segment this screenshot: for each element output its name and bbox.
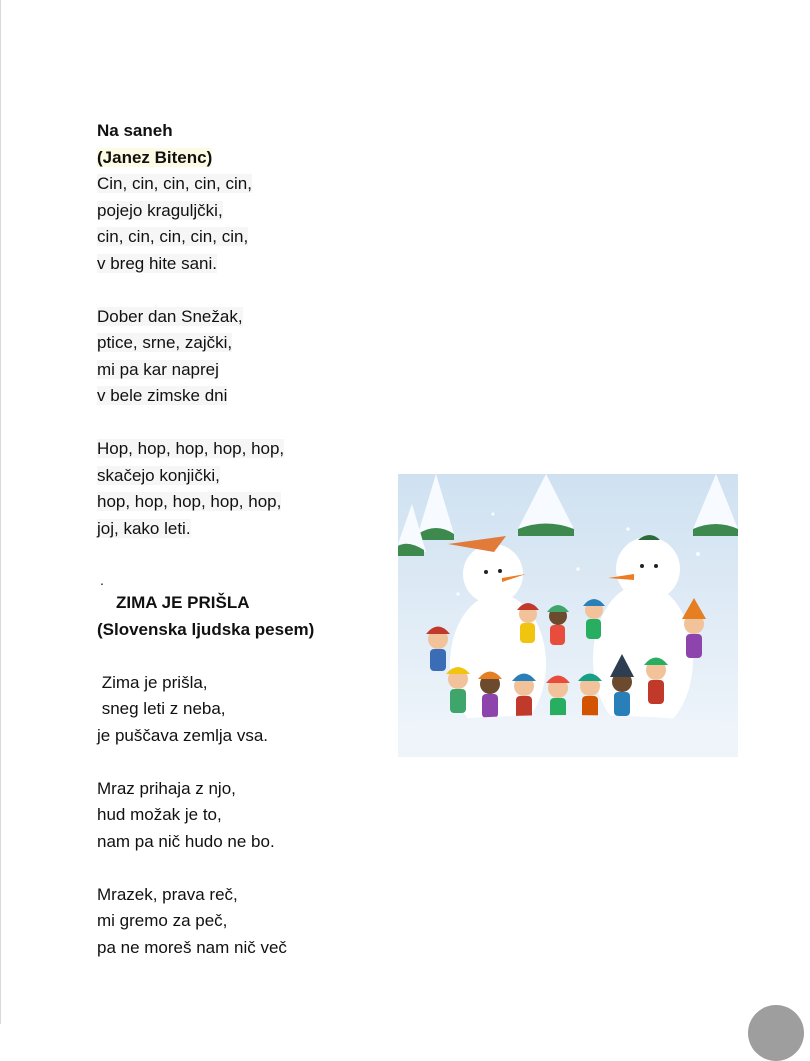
verse-line: pojejo kraguljčki, [97, 200, 223, 220]
verse-line: hud možak je to, [97, 805, 222, 824]
verse-line: Hop, hop, hop, hop, hop, [97, 439, 285, 458]
verse-line: skačejo konjički, [97, 465, 220, 485]
verse-line: pa ne moreš nam nič več [97, 937, 287, 957]
poem-title: Na saneh [97, 121, 173, 140]
verse-line: v breg hite sani. [97, 253, 218, 273]
poem-zima-je-prisla [97, 590, 387, 961]
verse-line: Cin, cin, cin, cin, cin, [97, 174, 252, 193]
verse-line: v bele zimske dni [97, 386, 228, 405]
verse-line: nam pa nič hudo ne bo. [97, 831, 275, 851]
verse-line: Zima je prišla, [97, 672, 208, 692]
verse-line: hop, hop, hop, hop, hop, [97, 492, 282, 511]
page-edge [0, 0, 1, 1024]
verse-line: Mraz prihaja z njo, [97, 778, 236, 798]
verse-line: ptice, srne, zajčki, [97, 333, 233, 352]
verse-line: Mrazek, prava reč, [97, 884, 238, 904]
poem-title: ZIMA JE PRIŠLA [116, 593, 250, 612]
scroll-to-top-button[interactable] [748, 1005, 804, 1061]
verse-line: je puščava zemlja vsa. [97, 725, 269, 745]
verse-line: Dober dan Snežak, [97, 306, 243, 326]
verse-line: sneg leti z neba, [97, 699, 226, 718]
poem-author: (Janez Bitenc) [97, 147, 213, 167]
winter-illustration [398, 474, 738, 757]
verse-line: cin, cin, cin, cin, cin, [97, 227, 249, 246]
verse-line: mi gremo za peč, [97, 911, 228, 930]
document-page [97, 118, 387, 961]
verse-line: mi pa kar naprej [97, 359, 219, 379]
poem-na-saneh [97, 118, 387, 542]
poem-author: (Slovenska ljudska pesem) [97, 619, 315, 639]
separator-dot: . [100, 572, 104, 588]
verse-line: joj, kako leti. [97, 518, 191, 538]
